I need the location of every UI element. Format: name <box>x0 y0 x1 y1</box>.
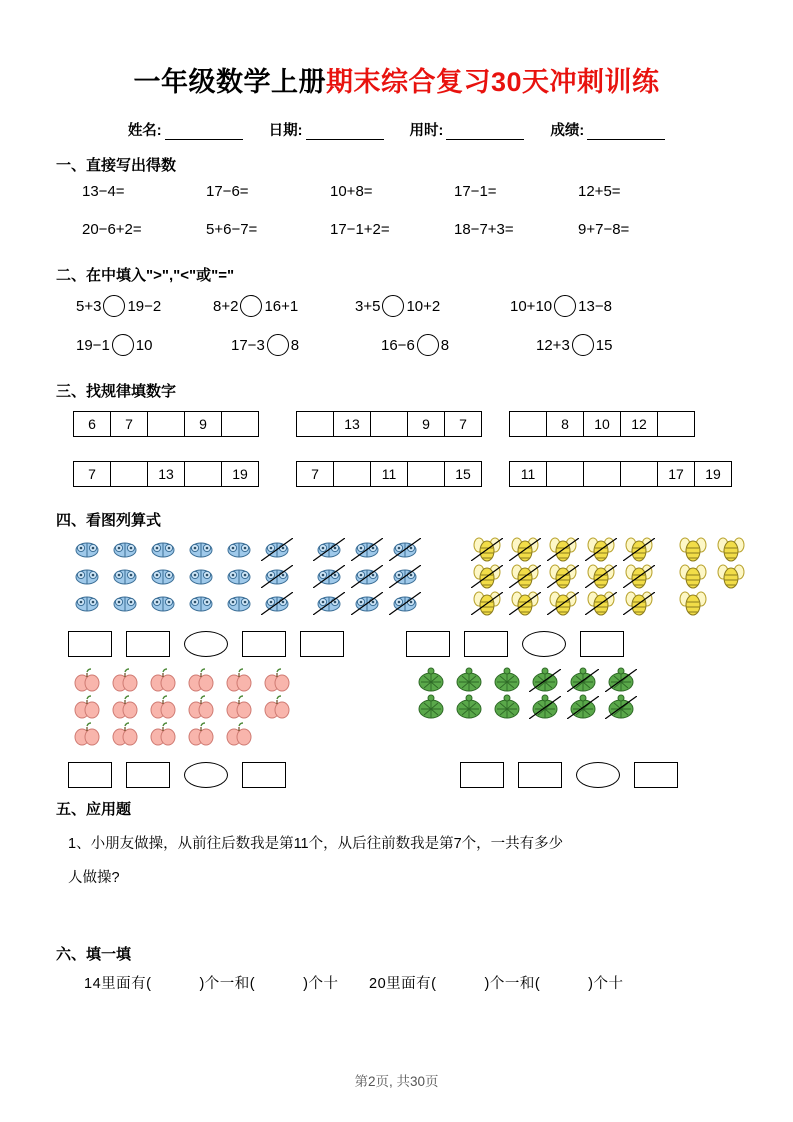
compare-circle[interactable] <box>382 295 404 317</box>
sequence-cell[interactable] <box>657 411 695 437</box>
section-1-row-1 <box>46 183 747 200</box>
bug-icon <box>182 536 220 563</box>
bee-icon <box>674 563 712 590</box>
sequence-cell[interactable]: 7 <box>296 461 334 487</box>
apple-icon <box>182 667 220 694</box>
sequence-cell[interactable] <box>110 461 148 487</box>
answer-circle[interactable] <box>522 631 566 657</box>
bee-icon <box>506 536 544 563</box>
bug-group <box>68 536 296 617</box>
sequence-cell[interactable]: 8 <box>546 411 584 437</box>
bug-icon <box>220 536 258 563</box>
sequence-cell[interactable]: 10 <box>583 411 621 437</box>
turtle-icon <box>564 667 602 694</box>
apple-icon <box>68 667 106 694</box>
apple-line <box>68 721 296 748</box>
turtle-grid <box>412 667 640 721</box>
calc-item[interactable]: 10+8= <box>330 183 373 200</box>
apple-icon <box>182 721 220 748</box>
compare-left: 12+3 <box>536 336 570 354</box>
compare-left: 16−6 <box>381 336 415 354</box>
compare-item[interactable] <box>536 334 612 356</box>
compare-right: 8 <box>290 336 300 354</box>
sequence-cell[interactable] <box>620 461 658 487</box>
sequence-strip[interactable] <box>297 461 482 487</box>
sequence-cell[interactable]: 19 <box>694 461 732 487</box>
time-label: 用时: <box>409 123 444 139</box>
spacer <box>259 461 297 487</box>
sequence-cell[interactable] <box>184 461 222 487</box>
apple-icon <box>258 694 296 721</box>
calc-item[interactable]: 9+7−8= <box>578 221 630 238</box>
calc-item[interactable]: 18−7+3= <box>454 221 514 238</box>
bug-line <box>68 563 296 590</box>
section-2-heading: 二、在中填入">","<"或"=" <box>56 267 235 284</box>
turtle-icon <box>450 667 488 694</box>
bee-group-extra <box>674 536 750 617</box>
sequence-cell[interactable] <box>221 411 259 437</box>
answer-box[interactable] <box>242 762 286 788</box>
name-label: 姓名: <box>127 123 162 139</box>
compare-circle[interactable] <box>103 295 125 317</box>
score-blank[interactable] <box>587 124 665 140</box>
calc-item[interactable]: 5+6−7= <box>206 221 258 238</box>
bee-icon <box>674 590 712 617</box>
turtle-line <box>412 694 640 721</box>
compare-right: 10+2 <box>406 297 441 315</box>
sequence-cell[interactable]: 7 <box>110 411 148 437</box>
turtle-icon <box>602 694 640 721</box>
answer-box[interactable] <box>126 631 170 657</box>
compare-right: 10 <box>135 336 153 354</box>
apple-icon <box>220 721 258 748</box>
apple-line <box>68 694 296 721</box>
answer-box[interactable] <box>460 762 504 788</box>
word-problem <box>46 827 747 895</box>
sequence-cell[interactable]: 6 <box>73 411 111 437</box>
bug-icon <box>310 563 348 590</box>
answer-box[interactable] <box>68 762 112 788</box>
page-title <box>46 60 747 99</box>
turtle-icon <box>412 667 450 694</box>
section-3-row-1 <box>46 411 747 437</box>
compare-left: 5+3 <box>76 297 102 315</box>
answer-box[interactable] <box>242 631 286 657</box>
answer-box[interactable] <box>406 631 450 657</box>
bee-icon <box>468 563 506 590</box>
bee-icon <box>544 563 582 590</box>
turtle-icon <box>526 694 564 721</box>
bee-line <box>674 563 750 590</box>
turtle-icon <box>602 667 640 694</box>
calc-item[interactable]: 17−6= <box>206 183 249 200</box>
bug-icon <box>310 536 348 563</box>
turtle-icon <box>450 694 488 721</box>
answer-box[interactable] <box>68 631 112 657</box>
bee-icon <box>582 536 620 563</box>
compare-right: 13−8 <box>578 297 612 315</box>
name-blank[interactable] <box>165 124 243 140</box>
sequence-cell[interactable]: 11 <box>370 461 408 487</box>
apple-icon <box>106 667 144 694</box>
answer-box[interactable] <box>300 631 344 657</box>
bug-icon <box>348 563 386 590</box>
apple-icon <box>68 694 106 721</box>
answer-box[interactable] <box>580 631 624 657</box>
apple-icon <box>144 694 182 721</box>
bug-icon <box>106 563 144 590</box>
apple-icon <box>144 721 182 748</box>
fill-text-a: 14里面有( <box>84 976 152 992</box>
bug-grid <box>68 536 296 617</box>
compare-right: 19−2 <box>127 297 162 315</box>
fill-text-e: )个一和( <box>484 976 541 992</box>
compare-right: 8 <box>440 336 450 354</box>
student-info-line <box>46 119 747 140</box>
bee-icon <box>468 536 506 563</box>
date-field[interactable] <box>269 119 384 140</box>
bee-icon <box>620 536 658 563</box>
calc-item[interactable]: 20−6+2= <box>82 221 142 238</box>
bee-icon <box>582 590 620 617</box>
turtle-icon <box>526 667 564 694</box>
fill-text-b: )个一和( <box>199 976 256 992</box>
apple-icon <box>106 721 144 748</box>
bee-icon <box>620 590 658 617</box>
compare-left: 10+10 <box>510 297 553 315</box>
answer-circle[interactable] <box>576 762 620 788</box>
compare-circle[interactable] <box>572 334 594 356</box>
bug-line <box>68 536 296 563</box>
sequence-cell[interactable]: 13 <box>333 411 371 437</box>
bug-icon <box>144 563 182 590</box>
bug-icon <box>386 563 424 590</box>
page-footer: 第2页, 共30页 <box>354 1074 439 1089</box>
calc-item[interactable]: 13−4= <box>82 183 125 200</box>
turtle-icon <box>488 667 526 694</box>
apple-icon <box>144 667 182 694</box>
section-4-heading: 四、看图列算式 <box>56 512 162 529</box>
page-title-red: 期末综合复习30天冲刺训练 <box>325 67 660 97</box>
bug-icon <box>144 536 182 563</box>
date-blank[interactable] <box>306 124 384 140</box>
score-label: 成绩: <box>550 123 585 139</box>
compare-item[interactable] <box>213 295 355 317</box>
bug-icon <box>220 590 258 617</box>
apple-line <box>68 667 296 694</box>
score-field[interactable] <box>550 119 665 140</box>
sequence-cell[interactable] <box>333 461 371 487</box>
bug-icon <box>182 563 220 590</box>
turtle-icon <box>412 694 450 721</box>
section-2-row-1 <box>46 295 747 317</box>
calc-item[interactable]: 17−1= <box>454 183 497 200</box>
turtle-line <box>412 667 640 694</box>
bee-icon <box>468 590 506 617</box>
bee-line <box>674 590 750 617</box>
sequence-strip[interactable] <box>74 411 259 437</box>
compare-circle[interactable] <box>554 295 576 317</box>
answer-row-1 <box>46 631 747 657</box>
sequence-cell[interactable]: 17 <box>657 461 695 487</box>
bee-grid-extra <box>674 536 750 617</box>
sequence-cell[interactable]: 9 <box>407 411 445 437</box>
bug-line <box>310 536 424 563</box>
compare-circle[interactable] <box>417 334 439 356</box>
fill-text-c: )个十 <box>303 976 339 992</box>
apple-icon <box>106 694 144 721</box>
bee-icon <box>712 563 750 590</box>
turtle-icon <box>564 694 602 721</box>
bee-line <box>468 563 658 590</box>
bug-icon <box>106 590 144 617</box>
apple-icon <box>220 667 258 694</box>
compare-left: 19−1 <box>76 336 110 354</box>
bee-icon <box>506 590 544 617</box>
bug-grid-extra <box>310 536 424 617</box>
sequence-cell[interactable]: 9 <box>184 411 222 437</box>
section-1-heading: 一、直接写出得数 <box>56 157 177 174</box>
section-3-row-2 <box>46 461 747 487</box>
bug-icon <box>258 590 296 617</box>
compare-right: 15 <box>595 336 613 354</box>
compare-left: 8+2 <box>213 297 239 315</box>
bug-icon <box>68 590 106 617</box>
apple-grid <box>68 667 296 748</box>
sequence-cell[interactable]: 7 <box>444 411 482 437</box>
bee-group <box>468 536 658 617</box>
answer-box[interactable] <box>518 762 562 788</box>
bug-line <box>310 563 424 590</box>
bee-icon <box>712 536 750 563</box>
fill-text-d: 20里面有( <box>369 976 437 992</box>
compare-item[interactable] <box>76 295 213 317</box>
sequence-cell[interactable]: 15 <box>444 461 482 487</box>
compare-item[interactable] <box>381 334 536 356</box>
section-5-heading: 五、应用题 <box>56 801 132 818</box>
sequence-strip[interactable] <box>74 461 259 487</box>
apple-icon <box>220 694 258 721</box>
sequence-cell[interactable] <box>147 411 185 437</box>
word-problem-line-1: 1、小朋友做操，从前往后数我是第11个，从后往前数我是第7个，一共有多少 <box>68 836 564 852</box>
bee-icon <box>544 590 582 617</box>
section-3-heading: 三、找规律填数字 <box>56 383 177 400</box>
date-label: 日期: <box>268 123 303 139</box>
apple-group <box>68 667 296 748</box>
sequence-cell[interactable] <box>370 411 408 437</box>
picture-row-1 <box>46 536 747 617</box>
bug-line <box>310 590 424 617</box>
compare-item[interactable] <box>510 295 612 317</box>
spacer <box>482 411 510 437</box>
section-6-heading: 六、填一填 <box>56 946 132 963</box>
answer-row-2 <box>46 762 747 788</box>
sequence-cell[interactable]: 11 <box>509 461 547 487</box>
bug-icon <box>310 590 348 617</box>
calc-item[interactable]: 12+5= <box>578 183 621 200</box>
spacer <box>259 411 297 437</box>
bug-icon <box>144 590 182 617</box>
turtle-icon <box>488 694 526 721</box>
apple-icon <box>182 694 220 721</box>
compare-left: 17−3 <box>231 336 265 354</box>
bug-line <box>68 590 296 617</box>
answer-box[interactable] <box>634 762 678 788</box>
bug-icon <box>348 536 386 563</box>
bug-icon <box>106 536 144 563</box>
answer-box[interactable] <box>464 631 508 657</box>
turtle-group <box>412 667 640 748</box>
bug-icon <box>182 590 220 617</box>
bee-line <box>674 536 750 563</box>
sequence-cell[interactable] <box>296 411 334 437</box>
bug-icon <box>220 563 258 590</box>
compare-circle[interactable] <box>240 295 262 317</box>
sequence-cell[interactable]: 7 <box>73 461 111 487</box>
apple-icon <box>258 667 296 694</box>
word-problem-line-2: 人做操? <box>68 870 120 886</box>
bee-grid <box>468 536 658 617</box>
bee-line <box>468 536 658 563</box>
section-1-row-2 <box>46 221 747 238</box>
sequence-cell[interactable]: 19 <box>221 461 259 487</box>
compare-item[interactable] <box>76 334 231 356</box>
compare-right: 16+1 <box>264 297 299 315</box>
sequence-cell[interactable] <box>583 461 621 487</box>
name-field[interactable] <box>128 119 243 140</box>
bug-icon <box>258 563 296 590</box>
bug-icon <box>258 536 296 563</box>
bee-icon <box>620 563 658 590</box>
compare-circle[interactable] <box>112 334 134 356</box>
section-2-row-2 <box>46 334 747 356</box>
compare-circle[interactable] <box>267 334 289 356</box>
calc-item[interactable]: 17−1+2= <box>330 221 390 238</box>
bug-group-extra <box>310 536 424 617</box>
sequence-strip[interactable] <box>297 411 482 437</box>
sequence-cell[interactable] <box>546 461 584 487</box>
answer-circle[interactable] <box>184 762 228 788</box>
compare-item[interactable] <box>355 295 510 317</box>
bee-line <box>468 590 658 617</box>
answer-box[interactable] <box>126 762 170 788</box>
apple-icon <box>68 721 106 748</box>
bug-icon <box>348 590 386 617</box>
fill-in-row[interactable] <box>46 972 747 993</box>
spacer <box>482 461 510 487</box>
time-blank[interactable] <box>446 124 524 140</box>
bug-icon <box>68 536 106 563</box>
sequence-strip[interactable] <box>510 461 732 487</box>
bug-icon <box>386 536 424 563</box>
sequence-cell[interactable]: 12 <box>620 411 658 437</box>
sequence-cell[interactable] <box>509 411 547 437</box>
bug-icon <box>386 590 424 617</box>
time-field[interactable] <box>410 119 525 140</box>
bee-icon <box>582 563 620 590</box>
sequence-cell[interactable] <box>407 461 445 487</box>
picture-row-2 <box>46 667 747 748</box>
picture-problems <box>46 536 747 788</box>
bee-icon <box>544 536 582 563</box>
sequence-strip[interactable] <box>510 411 695 437</box>
bee-icon <box>506 563 544 590</box>
compare-left: 3+5 <box>355 297 381 315</box>
fill-text-f: )个十 <box>588 976 624 992</box>
bug-icon <box>68 563 106 590</box>
compare-item[interactable] <box>231 334 381 356</box>
sequence-cell[interactable]: 13 <box>147 461 185 487</box>
page-title-black: 一年级数学上册 <box>133 67 326 97</box>
bee-icon <box>674 536 712 563</box>
answer-circle[interactable] <box>184 631 228 657</box>
